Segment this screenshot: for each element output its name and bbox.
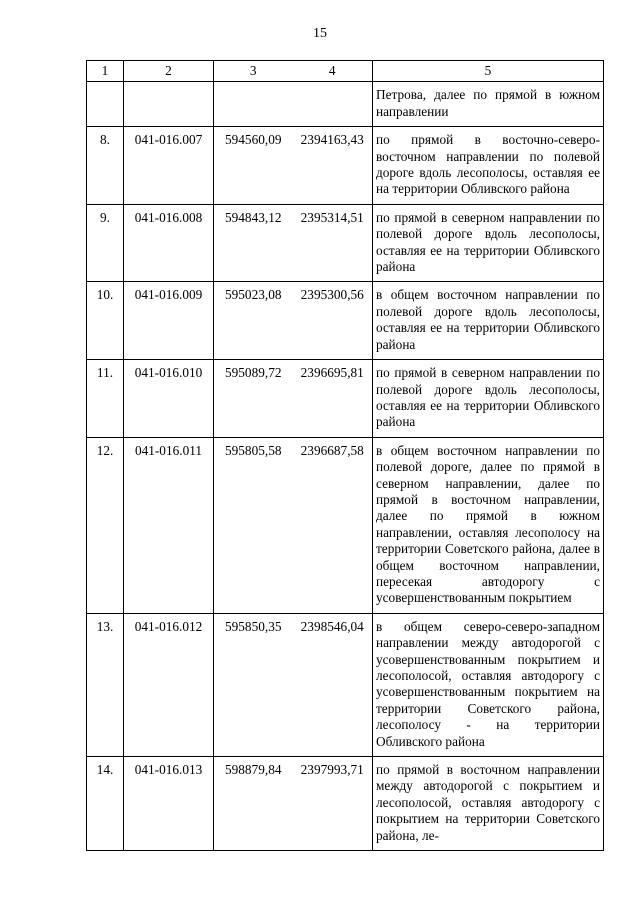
- coordinate-y: 2396695,81: [293, 360, 373, 438]
- row-number: 11.: [87, 360, 124, 438]
- coordinate-y: 2395314,51: [293, 204, 373, 282]
- page-number: 15: [313, 26, 327, 41]
- row-number: 8.: [87, 127, 124, 205]
- row-number: 14.: [87, 757, 124, 851]
- coordinate-y: 2395300,56: [293, 282, 373, 360]
- point-code: 041-016.013: [124, 757, 214, 851]
- coordinate-y: 2396687,58: [293, 437, 373, 613]
- point-code: 041-016.009: [124, 282, 214, 360]
- row-number: 13.: [87, 613, 124, 756]
- coordinate-y: [293, 82, 373, 127]
- point-code: [124, 82, 214, 127]
- coordinate-x: 595089,72: [214, 360, 293, 438]
- table-row: [87, 613, 604, 756]
- coordinate-y: 2398546,04: [293, 613, 373, 756]
- point-code: 041-016.011: [124, 437, 214, 613]
- table-row: [87, 204, 604, 282]
- table-row: [87, 757, 604, 851]
- coordinate-x: 598879,84: [214, 757, 293, 851]
- coordinate-x: 595023,08: [214, 282, 293, 360]
- boundary-description: в общем восточном направлении по полевой дороге, далее по прямой в северном направлении, далее по прямой в восточном направлении, далее по прямой в южном направлении, оставляя лесополосу на территории Советского района, далее в общем восточном направлении, пересекая автодорогу с усовершенствованным покрытием: [373, 437, 604, 613]
- point-code: 041-016.008: [124, 204, 214, 282]
- table-row: [87, 82, 604, 127]
- boundary-description: по прямой в восточном направлении между автодорогой с покрытием и лесополосой, оставляя автодорогу с покрытием на территории Советского района, ле-: [373, 757, 604, 851]
- point-code: 041-016.012: [124, 613, 214, 756]
- coordinate-y: 2394163,43: [293, 127, 373, 205]
- table-row: [87, 437, 604, 613]
- row-number: [87, 82, 124, 127]
- table-row: [87, 127, 604, 205]
- table-row: [87, 282, 604, 360]
- point-code: 041-016.010: [124, 360, 214, 438]
- row-number: 10.: [87, 282, 124, 360]
- row-number: 9.: [87, 204, 124, 282]
- boundary-description: в общем северо-северо-западном направлении между автодорогой с усовершенствованным покрытием и лесополосой, оставляя автодорогу с усовершенствованным покрытием на территории Советского района, лесополосу - на территории Обливского района: [373, 613, 604, 756]
- point-code: 041-016.007: [124, 127, 214, 205]
- boundary-description: по прямой в северном направлении по полевой дороге вдоль лесополосы, оставляя ее на территории Обливского района: [373, 204, 604, 282]
- coordinate-x: 594843,12: [214, 204, 293, 282]
- header-col-5: 5: [373, 61, 604, 82]
- coordinate-y: 2397993,71: [293, 757, 373, 851]
- header-col-1: 1: [87, 61, 124, 82]
- table-row: [87, 360, 604, 438]
- boundary-description: по прямой в северном направлении по полевой дороге вдоль лесополосы, оставляя ее на территории Обливского района: [373, 360, 604, 438]
- boundary-points-table: [86, 60, 604, 851]
- header-col-3: 3: [214, 61, 293, 82]
- boundary-description: Петрова, далее по прямой в южном направлении: [373, 82, 604, 127]
- table-header-row: [87, 61, 604, 82]
- row-number: 12.: [87, 437, 124, 613]
- coordinate-x: 595850,35: [214, 613, 293, 756]
- coordinate-x: [214, 82, 293, 127]
- boundary-description: в общем восточном направлении по полевой дороге вдоль лесополосы, оставляя ее на территории Обливского района: [373, 282, 604, 360]
- header-col-2: 2: [124, 61, 214, 82]
- boundary-description: по прямой в восточно-северовосточном направлении по полевой дороге вдоль лесополосы, оставляя ее на территории Обливского района: [373, 127, 604, 205]
- coordinate-x: 595805,58: [214, 437, 293, 613]
- header-col-4: 4: [293, 61, 373, 82]
- coordinate-x: 594560,09: [214, 127, 293, 205]
